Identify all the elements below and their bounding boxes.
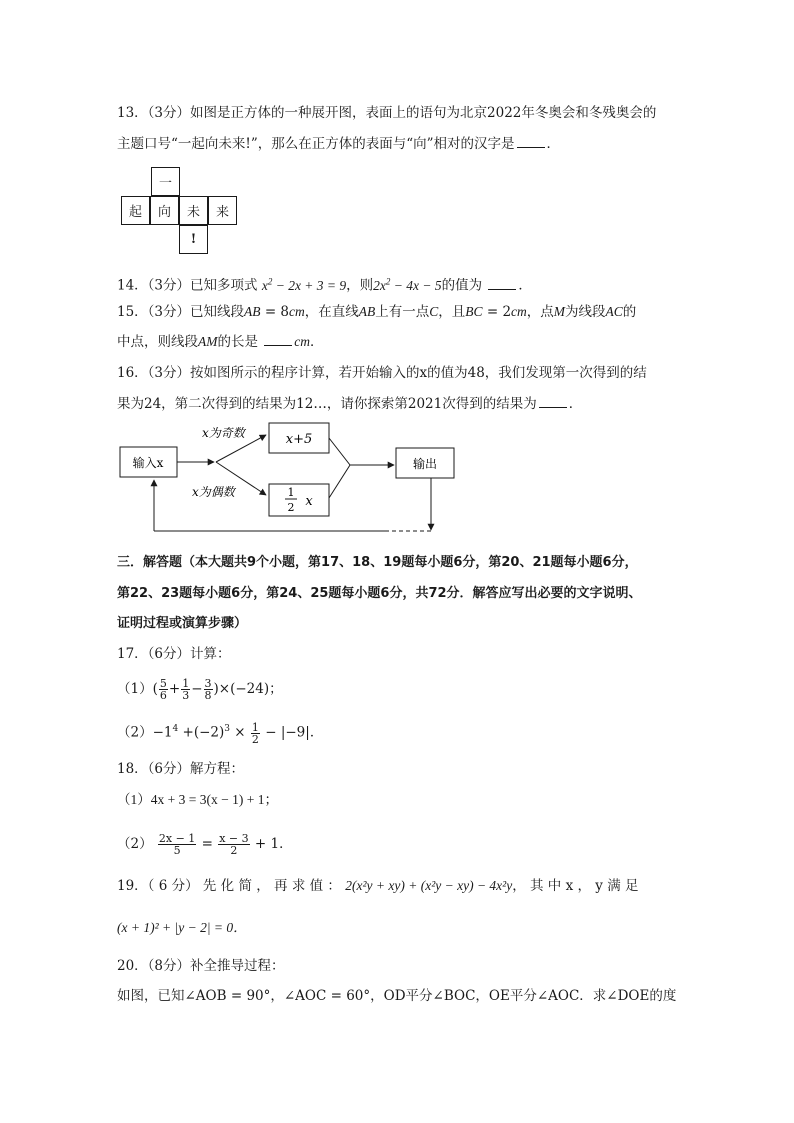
q19-line2: (x + 1)² + |y − 2| = 0．	[117, 920, 247, 935]
q17-p1-tail: ×(−24)；	[218, 681, 283, 697]
q18-part1: （1）4x + 3 = 3(x − 1) + 1；	[117, 792, 278, 807]
program-flowchart	[110, 418, 470, 543]
q15-eq1: = 8	[260, 304, 290, 320]
q15-text-i: 的长是	[217, 334, 258, 350]
q17-p2-c: ×	[230, 724, 250, 741]
q19-line1	[117, 876, 639, 896]
net-cell-4: 来	[208, 196, 237, 225]
q15-ab: AB	[244, 304, 261, 319]
q18-p2-tail: + 1．	[250, 836, 293, 852]
q15-unit-3: cm	[294, 334, 311, 349]
q14-end: ．	[518, 277, 532, 294]
flow-merge-lines	[329, 438, 350, 498]
flow-odd-box-text: x+5	[285, 432, 313, 447]
q16-end: ．	[568, 396, 583, 412]
section3-line3: 证明过程或演算步骤）	[117, 616, 248, 631]
frac-5-6: $\frac{5}{6}$	[159, 677, 167, 702]
q15-text-h: 中点，则线段	[117, 334, 198, 350]
q14-expr2: $2x^2 - 4x - 5$	[373, 276, 442, 293]
answer-blank	[517, 135, 545, 148]
answer-blank	[264, 333, 292, 346]
q15-line2	[117, 332, 324, 352]
q15-text-g: 的	[622, 304, 637, 320]
q15-unit: cm	[289, 304, 305, 319]
q16-line2-text: 果为24，第二次得到的结果为12…，请你探索第2021次得到的结果为	[117, 396, 537, 412]
frac-1-2: $\frac{1}{2}$	[251, 720, 259, 746]
q19-text-b: ， 其 中 x ， y 满 足	[512, 878, 639, 894]
q17-title: 17．（6分）计算：	[117, 646, 231, 662]
flow-output-text: 输出	[412, 457, 438, 471]
q13-line2	[117, 134, 560, 154]
q15-c: C	[429, 304, 439, 319]
q19-text-a: 19．（ 6 分） 先 化 简 ， 再 求 值 ：	[117, 878, 341, 894]
q15-text-e: ，点	[526, 304, 554, 320]
frac-3-8: $\frac{3}{8}$	[204, 677, 212, 702]
q16-line1: 16．（3分）按如图所示的程序计算，若开始输入的x的值为48，我们发现第一次得到的结	[117, 365, 647, 381]
q16-line2	[117, 394, 582, 414]
q17-p2-a: −1	[152, 724, 173, 741]
flow-even-box	[269, 484, 329, 516]
q15-text-c: 上有一点	[375, 304, 430, 320]
q15-am: AM	[198, 334, 218, 349]
q15-text-a: 15．（3分）已知线段	[117, 304, 245, 320]
q15-unit-2: cm	[511, 304, 527, 319]
q14-mid: ，则	[346, 277, 374, 294]
q14-expr1: $x^2 - 2x + 3 = 9$	[261, 276, 347, 293]
q15-ab-2: AB	[358, 304, 376, 319]
answer-blank	[488, 277, 516, 290]
q14-prefix: 14．（3分）已知多项式	[117, 277, 258, 294]
flow-even-den: 2	[287, 501, 295, 514]
section3-line1: 三．解答题（本大题共9个小题，第17、18、19题每小题6分，第20、21题每小题6分，	[117, 555, 638, 570]
q18-part2: （2） $\frac{2x - 1}{5}$ = $\frac{x - 3}{2}$ + 1．	[117, 832, 293, 857]
q17-part1: （1）( $\frac{5}{6}$ + $\frac{1}{3}$ − $\frac{3}{8}$ )×(−24)；	[117, 677, 283, 702]
frac-1-3: $\frac{1}{3}$	[182, 677, 190, 702]
net-cell-bottom: !	[179, 225, 208, 254]
flow-even-num: 1	[287, 486, 295, 499]
q15-m: M	[553, 304, 566, 319]
q18-title: 18．（6分）解方程：	[117, 761, 245, 777]
q15-end: ．	[310, 334, 324, 350]
q17-p2-label: （2）	[117, 724, 153, 741]
q15-text-b: ，在直线	[304, 304, 359, 320]
flow-even-label: x为偶数	[192, 485, 235, 499]
q19-expression: 2(x²y + xy) + (x²y − xy) − 4x²y	[345, 878, 513, 893]
q13-end: ．	[546, 136, 561, 152]
q20-title: 20．（8分）补全推导过程：	[117, 958, 285, 974]
q15-text-f: 为线段	[565, 304, 606, 320]
q20-line2: 如图，已知∠AOB = 90°，∠AOC = 60°，OD平分∠BOC，OE平分∠AOC．求∠DOE的度	[117, 988, 677, 1004]
q15-eq2: = 2	[482, 304, 512, 320]
frac-x-3-over-2: $\frac{x - 3}{2}$	[219, 832, 249, 857]
q15-text-d: ，且	[438, 304, 466, 320]
q15-line1	[117, 302, 636, 322]
q15-bc: BC	[465, 304, 483, 319]
q17-part2: $(2)-1^4 +(-2)^3$ × $\frac{1}{2}$ − |−9|．	[117, 720, 324, 746]
net-cell-1: 起	[121, 196, 150, 225]
q17-p2-d: − |−9|．	[260, 724, 324, 741]
q17-p1-label: （1）	[117, 681, 153, 697]
flow-input-text: 输入x	[132, 456, 164, 470]
q15-ac: AC	[605, 304, 623, 319]
q14-suffix: 的值为	[441, 277, 483, 294]
q14-line	[117, 271, 532, 296]
q13-line2-text: 主题口号“一起向未来!”，那么在正方体的表面与“向”相对的汉字是	[117, 136, 515, 152]
net-cell-top: 一	[151, 167, 180, 196]
flow-even-x: x	[305, 494, 313, 509]
frac-2x-1-over-5: $\frac{2x - 1}{5}$	[158, 832, 196, 857]
net-cell-2: 向	[150, 196, 179, 225]
net-cell-3: 未	[179, 196, 208, 225]
flow-odd-label: x为奇数	[202, 426, 245, 440]
section3-line2: 第22、23题每小题6分，第24、25题每小题6分，共72分．解答应写出必要的文字说明、	[117, 586, 642, 601]
answer-blank	[539, 395, 567, 408]
q18-p2-label: （2）	[117, 836, 153, 852]
q13-line1: 13．（3分）如图是正方体的一种展开图，表面上的语句为北京2022年冬奥会和冬残奥会的	[117, 105, 657, 121]
q17-p2-b: +(−2)	[178, 724, 225, 741]
